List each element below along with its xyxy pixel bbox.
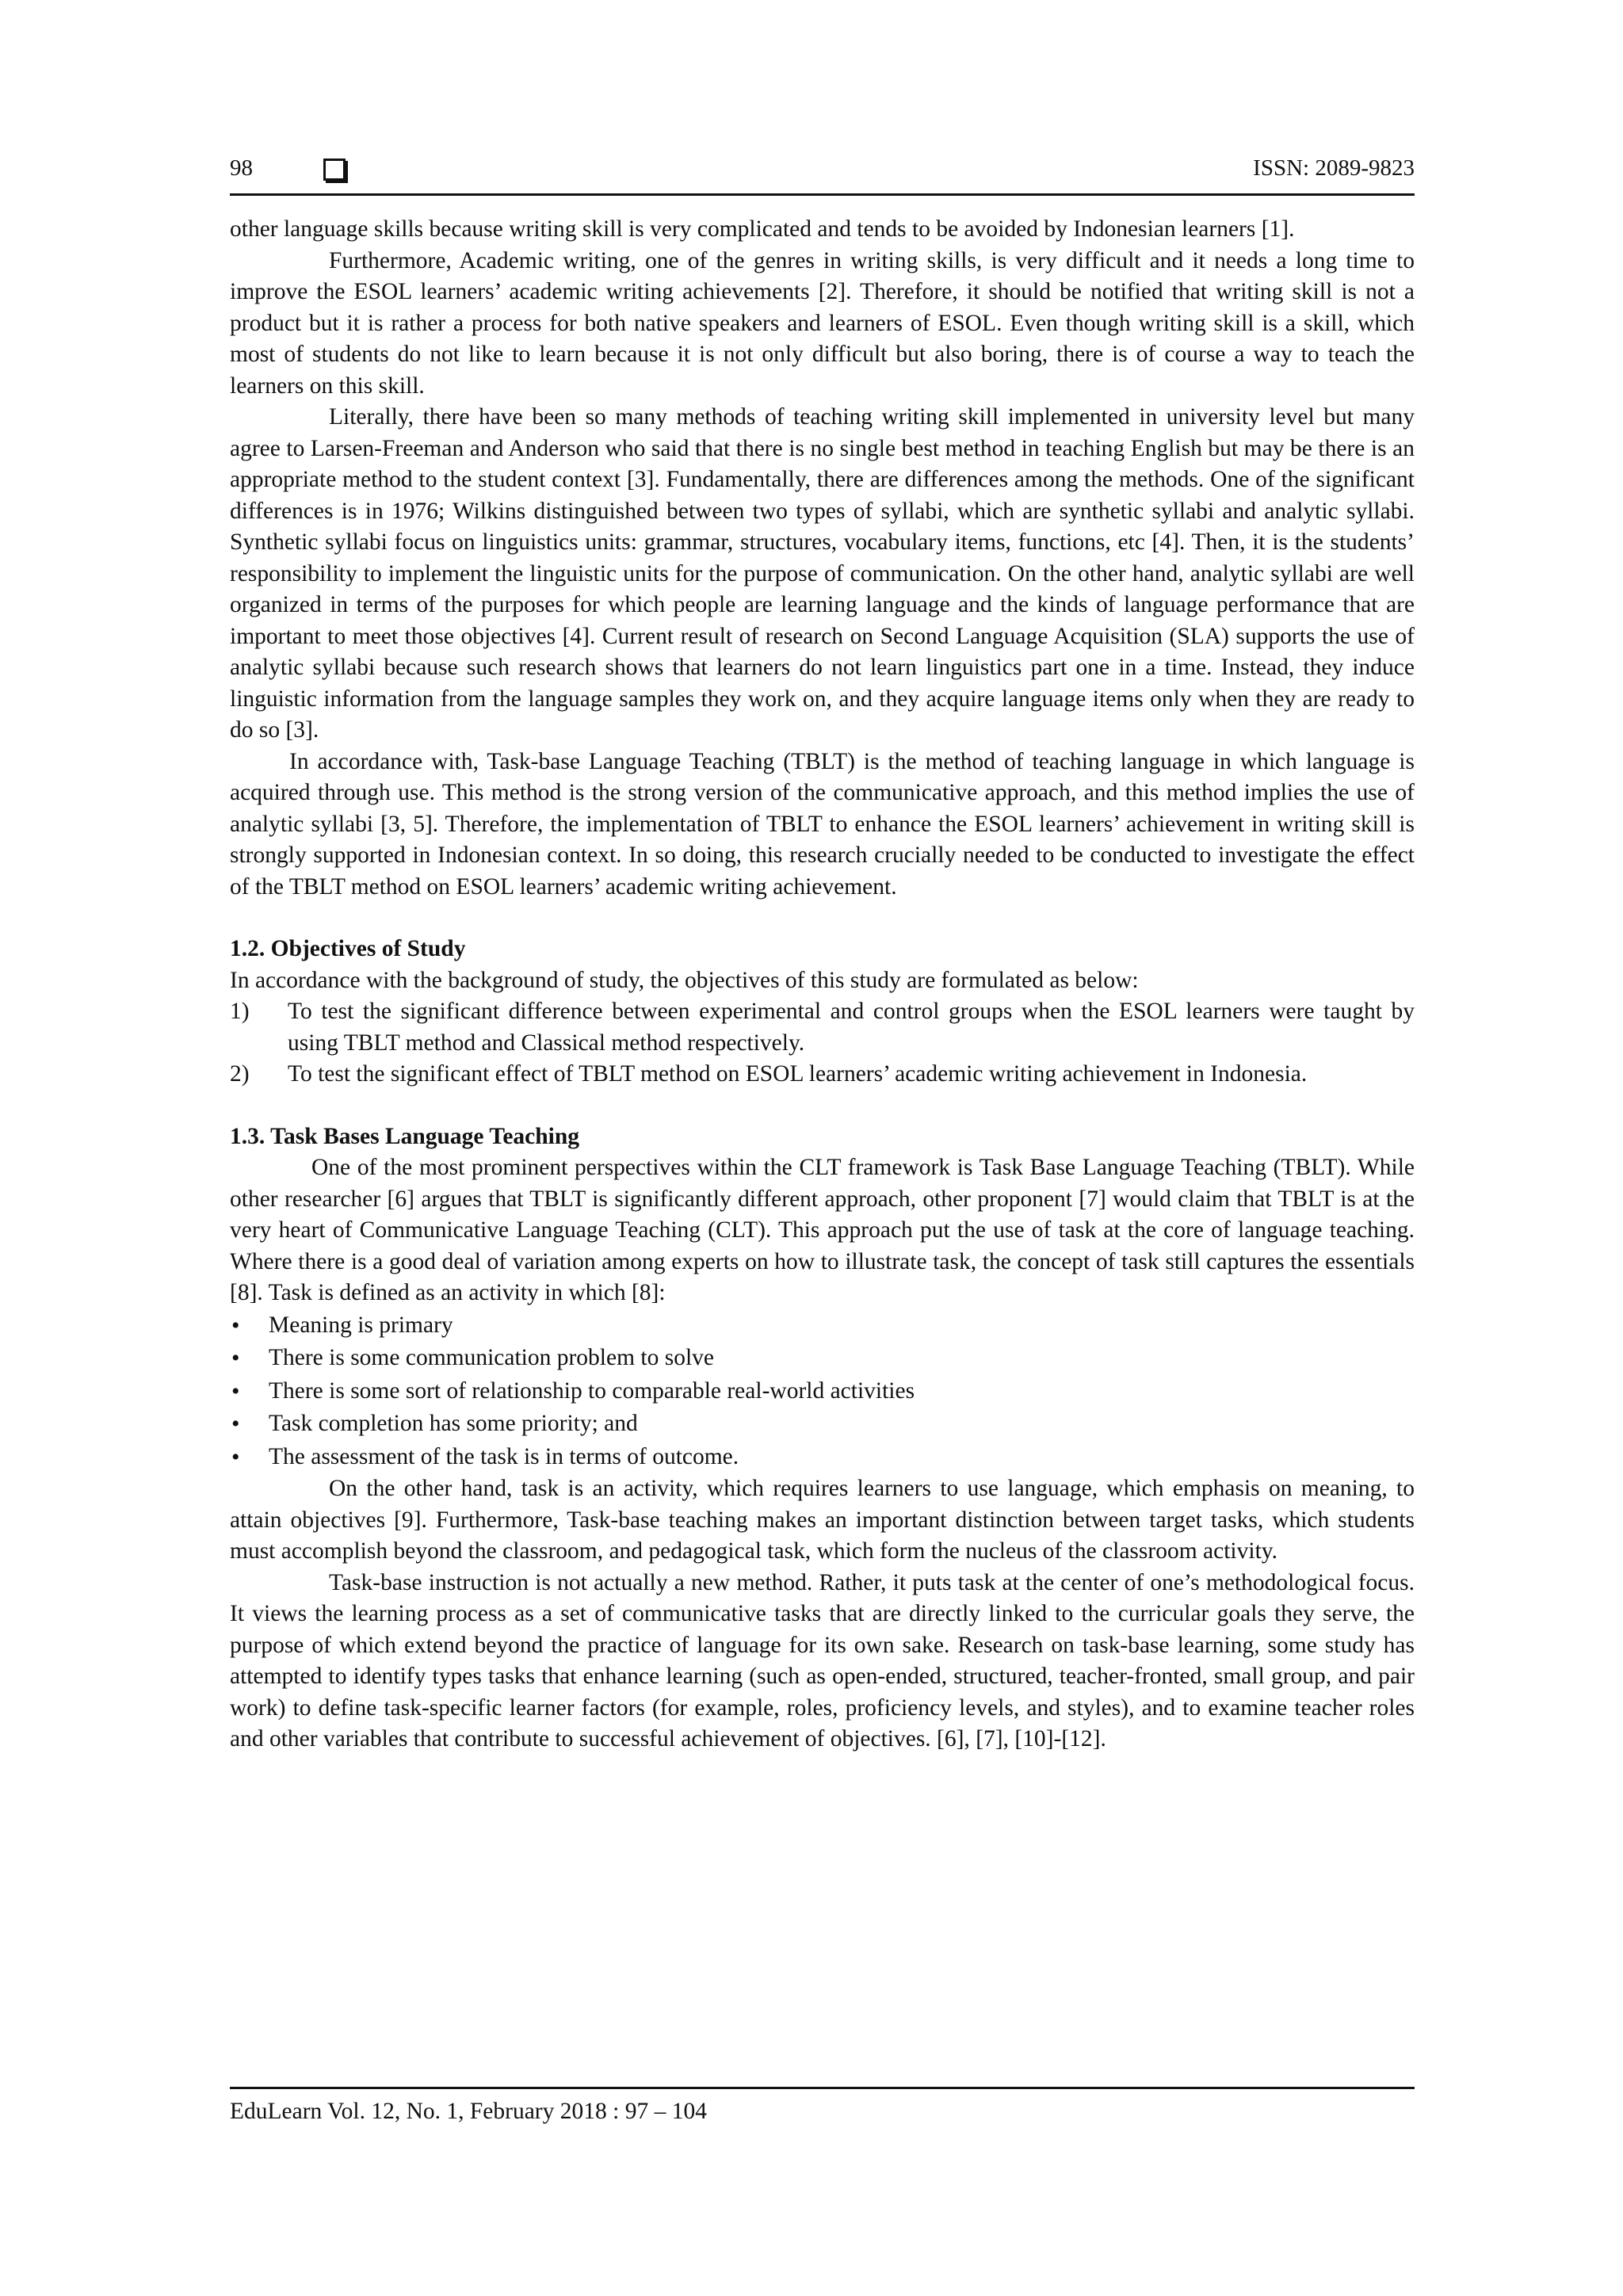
list-item: [230, 1059, 1415, 1091]
page-header: [230, 155, 1415, 196]
page-number: 98: [230, 155, 253, 181]
bullet-item: • Meaning is primary: [230, 1309, 1415, 1343]
page-footer: [230, 2087, 1415, 2125]
paragraph: Furthermore, Academic writing, one of the genres in writing skills, is very difficult and it needs a long time to improve the ESOL learners’ academic writing achievements [2]. Therefore, it should be notified that writing skill is not a product but it is rather a process for both native speakers and learners of ESOL. Even though writing skill is a skill, which most of students do not like to learn because it is not only difficult but also boring, there is of course a way to teach the learners on this skill.: [230, 247, 1415, 399]
paragraph: On the other hand, task is an activity, which requires learners to use language, which emphasis on meaning, to attain objectives [9]. Furthermore, Task-base teaching makes an important distinction between target tasks, which students must accomplish beyond the classroom, and pedagogical task, which form the nucleus of the classroom activity.: [230, 1476, 1415, 1564]
bullet-item: • There is some communication problem to solve: [230, 1342, 1415, 1375]
list-item-text: To test the significant effect of TBLT method on ESOL learners’ academic writing achievement in Indonesia.: [288, 1061, 1308, 1087]
paragraph: other language skills because writing skill is very complicated and tends to be avoided by Indonesian learners [1].: [230, 216, 1295, 242]
objectives-intro: In accordance with the background of study, the objectives of this study are formulated as below:: [230, 967, 1139, 993]
checkbox-square-icon: [323, 159, 346, 181]
paragraph: One of the most prominent perspectives within the CLT framework is Task Base Language Teaching (TBLT). While other researcher [6] argues that TBLT is significantly different approach, other proponent [7] would claim that TBLT is at the very heart of Communicative Language Teaching (CLT). This approach put the use of task at the core of language teaching. Where there is a good deal of variation among experts on how to illustrate task, the concept of task still captures the essentials [8]. Task is defined as an activity in which [8]:: [230, 1155, 1415, 1305]
bullet-item: • Task completion has some priority; and: [230, 1408, 1415, 1441]
list-number: 1): [230, 999, 250, 1024]
paragraph: Task-base instruction is not actually a new method. Rather, it puts task at the center of one’s methodological focus. It views the learning process as a set of communicative tasks that are directly linked to the curricular goals they serve, the purpose of which extend beyond the practice of language for its own sake. Research on task-base learning, some study has attempted to identify types tasks that enhance learning (such as open-ended, structured, teacher-fronted, small group, and pair work) to define task-specific learner factors (for example, roles, proficiency levels, and styles), and to examine teacher roles and other variables that contribute to successful achievement of objectives. [6], [7], [10]-[12].: [230, 1569, 1415, 1752]
journal-citation: EduLearn Vol. 12, No. 1, February 2018 : 97 – 104: [230, 2099, 707, 2124]
issn-label: ISSN: 2089-9823: [1253, 155, 1415, 181]
list-item-text: To test the significant difference between experimental and control groups when the ESOL learners were taught by using TBLT method and Classical method respectively.: [288, 999, 1415, 1056]
bullet-item: • The assessment of the task is in terms of outcome.: [230, 1441, 1415, 1474]
bullet-item: • There is some sort of relationship to comparable real-world activities: [230, 1375, 1415, 1408]
list-number: 2): [230, 1061, 250, 1087]
objectives-list: [230, 996, 1415, 1091]
paragraph: Literally, there have been so many methods of teaching writing skill implemented in university level but many agree to Larsen-Freeman and Anderson who said that there is no single best method in teaching English but may be there is an appropriate method to the student context [3]. Fundamentally, there are differences among the methods. One of the significant differences is in 1976; Wilkins distinguished between two types of syllabi, which are synthetic syllabi and analytic syllabi. Synthetic syllabi focus on linguistics units: grammar, structures, vocabulary items, functions, etc [4]. Then, it is the students’ responsibility to implement the linguistic units for the purpose of communication. On the other hand, analytic syllabi are well organized in terms of the purposes for which people are learning language and the kinds of language performance that are important to meet those objectives [4]. Current result of research on Second Language Acquisition (SLA) supports the use of analytic syllabi because such research shows that learners do not learn linguistics part one in a time. Instead, they induce linguistic information from the language samples they work on, and they acquire language items only when they are ready to do so [3].: [230, 404, 1415, 743]
article-body: [230, 214, 1415, 1755]
paragraph: In accordance with, Task-base Language Teaching (TBLT) is the method of teaching language in which language is acquired through use. This method is the strong version of the communicative approach, and this method implies the use of analytic syllabi [3, 5]. Therefore, the implementation of TBLT to enhance the ESOL learners’ achievement in writing skill is strongly supported in Indonesian context. In so doing, this research crucially needed to be conducted to investigate the effect of the TBLT method on ESOL learners’ academic writing achievement.: [230, 748, 1415, 900]
task-criteria-list: [230, 1309, 1415, 1474]
section-heading-objectives: 1.2. Objectives of Study: [230, 936, 466, 961]
list-item: [230, 996, 1415, 1059]
section-heading-tblt: 1.3. Task Bases Language Teaching: [230, 1123, 580, 1149]
